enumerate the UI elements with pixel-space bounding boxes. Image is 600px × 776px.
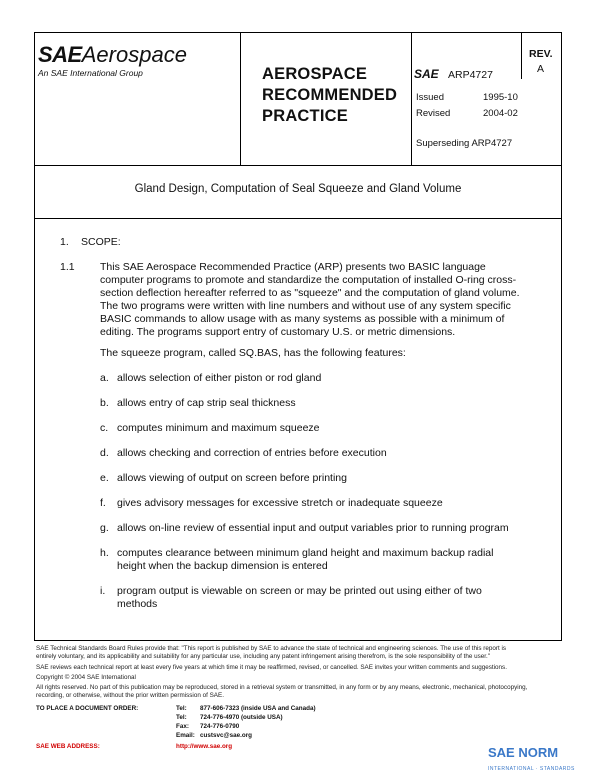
section-heading: SCOPE:	[81, 236, 121, 248]
rules-line: entirely voluntary, and its applicability and suitability for any particular use, including any patent infringement arising therefrom, is the sole responsibility of the user."	[36, 653, 490, 660]
feature-line: program output is viewable on screen or may be printed out using either of two	[117, 585, 482, 597]
paragraph-line: computer programs to promote and standardize the computation of installed O-ring cross-	[100, 274, 517, 286]
paragraph-line: section deflection hereafter referred to as "squeeze" and the computation of gland volume.	[100, 287, 520, 299]
feature-letter: i.	[100, 585, 106, 597]
feature-letter: f.	[100, 497, 106, 509]
feature-text: allows entry of cap strip seal thickness	[117, 397, 296, 409]
feature-text: allows checking and correction of entries before execution	[117, 447, 387, 459]
contact-label: Email:	[176, 732, 195, 739]
logo-sae-text: SAE	[38, 42, 82, 67]
feature-line: methods	[117, 598, 158, 610]
issued-date: 1995-10	[483, 92, 518, 103]
scope-paragraph	[100, 261, 535, 339]
header-bottom-rule	[34, 165, 562, 166]
rules-line: SAE Technical Standards Board Rules provide that: "This report is published by SAE to advance the state of technical and engineering sciences. The use of this report is	[36, 645, 506, 652]
feature-letter: d.	[100, 447, 109, 459]
feature-text: allows on-line review of essential input and output variables prior to running program	[117, 522, 509, 534]
email-link[interactable]: custsvc@sae.org	[200, 732, 252, 739]
contact-value[interactable]: 724-776-4970 (outside USA)	[200, 714, 283, 721]
feature-text: computes minimum and maximum squeeze	[117, 422, 320, 434]
sae-mini-logo: SAE	[414, 67, 439, 81]
revision-value: A	[537, 63, 545, 75]
feature-letter: a.	[100, 372, 109, 384]
brand-tagline: INTERNATIONAL · STANDARDS	[488, 766, 575, 772]
web-address-label: SAE WEB ADDRESS:	[36, 743, 100, 750]
contact-label: Fax:	[176, 723, 189, 730]
rights-line: All rights reserved. No part of this publication may be reproduced, stored in a retrieval system or transmitted, in any form or by any means, electronic, mechanical, photocopying,	[36, 684, 528, 691]
paragraph-number: 1.1	[60, 261, 75, 273]
feature-text: allows viewing of output on screen before printing	[117, 472, 347, 484]
section-number: 1.	[60, 236, 69, 248]
document-title: Gland Design, Computation of Seal Squeeze and Gland Volume	[134, 183, 462, 195]
paragraph-line: This SAE Aerospace Recommended Practice (ARP) presents two BASIC language	[100, 261, 486, 273]
header-divider-mid	[411, 32, 412, 165]
revised-date: 2004-02	[483, 108, 518, 119]
feature-letter: h.	[100, 547, 109, 559]
feature-text	[117, 547, 537, 573]
issued-label: Issued	[416, 92, 444, 103]
contact-label: Tel:	[176, 714, 187, 721]
revision-label: REV.	[529, 48, 553, 60]
feature-text	[117, 585, 537, 611]
paragraph-line: BASIC commands to allow usage with as many systems as possible with a minimum of	[100, 313, 505, 325]
feature-line: height when the backup dimension is entered	[117, 560, 328, 572]
contact-value[interactable]: 724-776-0790	[200, 723, 240, 730]
header-divider-rev	[521, 32, 522, 79]
web-address-link[interactable]: http://www.sae.org	[176, 743, 233, 750]
contact-label: Tel:	[176, 705, 187, 712]
rules-notice	[36, 645, 561, 661]
features-intro: The squeeze program, called SQ.BAS, has the following features:	[100, 347, 406, 359]
paragraph-line: The two programs were written with line numbers and without use of any system specific	[100, 300, 511, 312]
doc-type-line: AEROSPACE	[262, 65, 368, 83]
feature-letter: g.	[100, 522, 109, 534]
doc-type-line: RECOMMENDED	[262, 86, 398, 104]
contact-value[interactable]: 877-606-7323 (inside USA and Canada)	[200, 705, 316, 712]
revised-label: Revised	[416, 108, 451, 119]
title-bottom-rule	[34, 218, 562, 219]
order-label: TO PLACE A DOCUMENT ORDER:	[36, 705, 139, 712]
superseding-note: Superseding ARP4727	[416, 138, 513, 149]
feature-letter: c.	[100, 422, 109, 434]
rights-line: recording, or otherwise, without the prior written permission of SAE.	[36, 692, 224, 699]
logo-tagline: An SAE International Group	[38, 68, 143, 78]
review-notice: SAE reviews each technical report at least every five years at which time it may be reaffirmed, revised, or cancelled. SAE invites your written comments and suggestions.	[36, 664, 507, 671]
feature-text: allows selection of either piston or rod gland	[117, 372, 322, 384]
copyright-notice: Copyright © 2004 SAE International	[36, 674, 136, 681]
sae-norm-brand	[488, 744, 575, 772]
paragraph-line: editing. The programs support entry of customary U.S. or metric dimensions.	[100, 326, 456, 338]
brand-norm-text: SAE NORM	[488, 745, 559, 760]
feature-letter: e.	[100, 472, 109, 484]
rights-notice	[36, 684, 561, 700]
doc-type-line: PRACTICE	[262, 107, 348, 125]
feature-letter: b.	[100, 397, 109, 409]
document-number: ARP4727	[448, 69, 493, 81]
feature-text: gives advisory messages for excessive stretch or inadequate squeeze	[117, 497, 443, 509]
logo-aerospace-text: Aerospace	[81, 42, 187, 67]
document-type	[262, 64, 397, 127]
header-divider-left	[240, 32, 241, 165]
feature-line: computes clearance between minimum gland height and maximum backup radial	[117, 547, 494, 559]
sae-aerospace-logo	[38, 44, 187, 78]
